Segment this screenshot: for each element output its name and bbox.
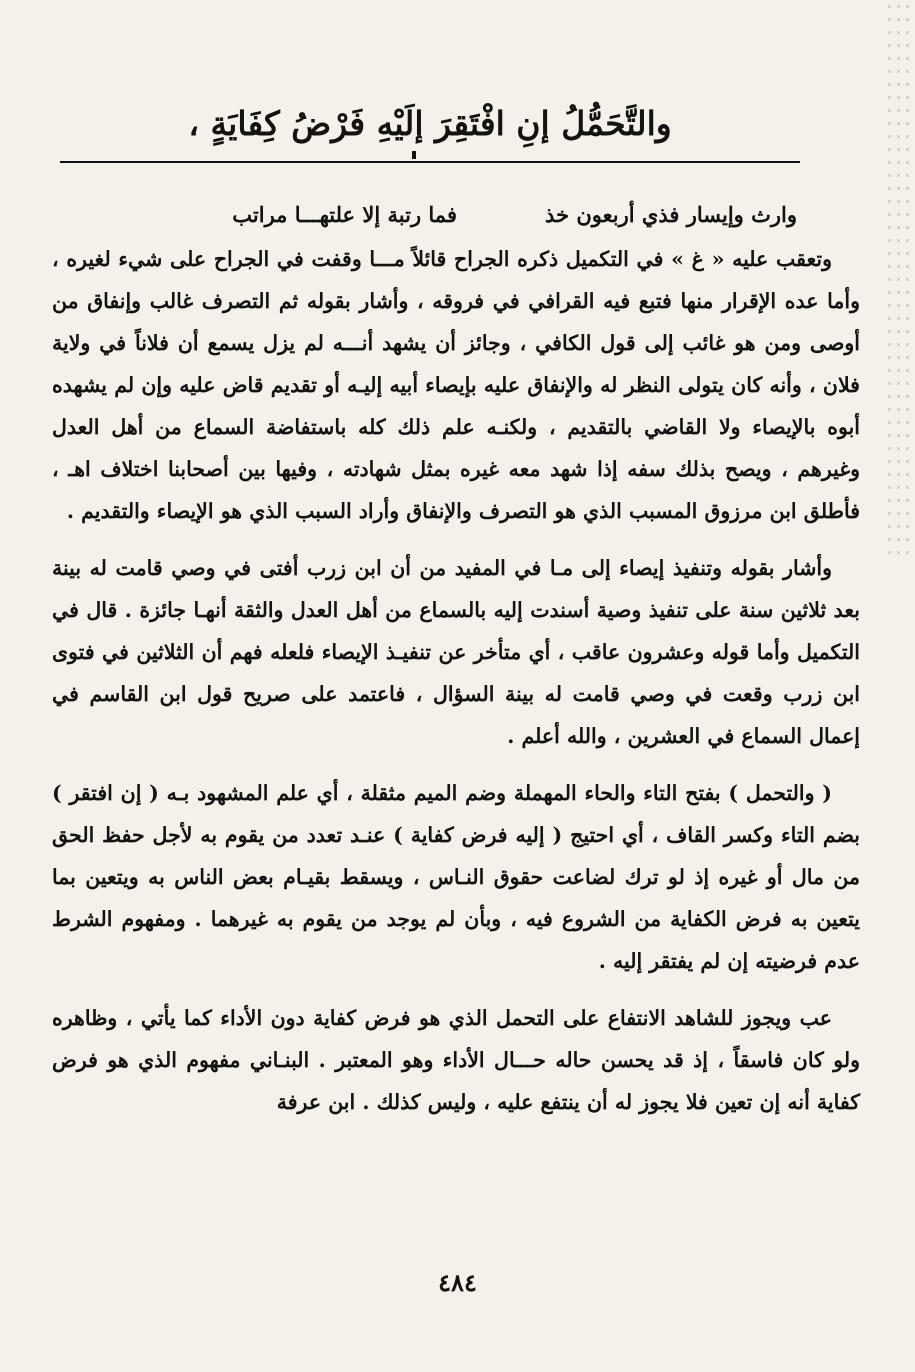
main-text <box>52 238 860 1123</box>
page-header-title: والتَّحَمُّلُ إنِ افْتَقِرَ إلَيْهِ فَرْضُ كِفَايَةٍ ، <box>188 104 672 143</box>
header-divider <box>60 161 800 163</box>
paragraph-2: وأشار بقوله وتنفيذ إيصاء إلى مـا في المفيد من أن ابن زرب أفتى في وصي قامت له بينة بعد ثلاثين سنة على تنفيذ وصية أسندت إليه بالسماع من أهل العدل والثقة أنهـا جائزة . قال في التكميل وأما قوله وعشرون عاقب ، أي متأخر عن تنفيـذ الإيصاء فلعله فهم أن الثلاثين في فتوى ابن زرب وقعت في وصي قامت له بينة السؤال ، فاعتمد على صريح قول ابن القاسم في إعمال السماع في العشرين ، والله أعلم . <box>52 556 860 748</box>
verse-second-hemistich: فما رتبة إلا علتهـــا مراتب <box>232 202 457 227</box>
paragraph-1: وتعقب عليه « غ » في التكميل ذكره الجراح قائلاً مـــا وقفت في الجراح على شيء لغيره ، وأما عده الإقرار منها فتبع فيه القرافي في فروقه ، وأشار بقوله ثم التصرف غالب وإنفاق من أوصى ومن هو غائب إلى قول الكافي ، وجائز أن يشهد أنـــه لم يزل يسمع أن فلاناً في ولاية فلان ، وأنه كان يتولى النظر له والإنفاق عليه بإيصاء أبيه إليـه أو تقديم قاض عليه وإن لم يشهده أبوه بالإيصاء ولا القاضي بالتقديم ، ولكنـه علم ذلك كله باستفاضة السماع من أهل العدل وغيرهم ، ويصح بذلك سفه إذا شهد معه غيره بمثل شهادته ، وفيها بين أصحابنا اختلاف اهـ ، فأطلق ابن مرزوق المسبب الذي هو التصرف والإنفاق وأراد السبب الذي هو الإيصاء والتقديم . <box>52 247 860 523</box>
page-number: ٤٨٤ <box>438 1268 477 1297</box>
verse-first-hemistich: وارث وإيسار فذي أربعون خذ <box>545 202 797 227</box>
paragraph-4: عب ويجوز للشاهد الانتفاع على التحمل الذي هو فرض كفاية دون الأداء كما يأتي ، وظاهره ولو كان فاسقاً ، إذ قد يحسن حاله حـــال الأداء وهو المعتبر . البنـاني مفهوم الذي هو فرض كفاية أنه إن تعين فلا يجوز له أن ينتفع عليه ، وليس كذلك . ابن عرفة <box>52 1006 860 1114</box>
header-divider-mark <box>412 151 416 159</box>
paragraph-3: ( والتحمل ) بفتح التاء والحاء المهملة وضم الميم مثقلة ، أي علم المشهود بـه ( إن افتقر ) بضم التاء وكسر القاف ، أي احتيج ( إليه فرض كفاية ) عنـد تعدد من يقوم به لأجل حفظ الحق من مال أو غيره إذ لو ترك لضاعت حقوق النـاس ، ويسقط بقيـام بعض الناس به ويتعين بما يتعين به فرض الكفاية من الشروع فيه ، وبأن لم يوجد من يقوم به غيرهما . ومفهوم الشرط عدم فرضيته إن لم يفتقر إليه . <box>52 781 860 973</box>
scan-edge-speckle <box>885 0 915 560</box>
